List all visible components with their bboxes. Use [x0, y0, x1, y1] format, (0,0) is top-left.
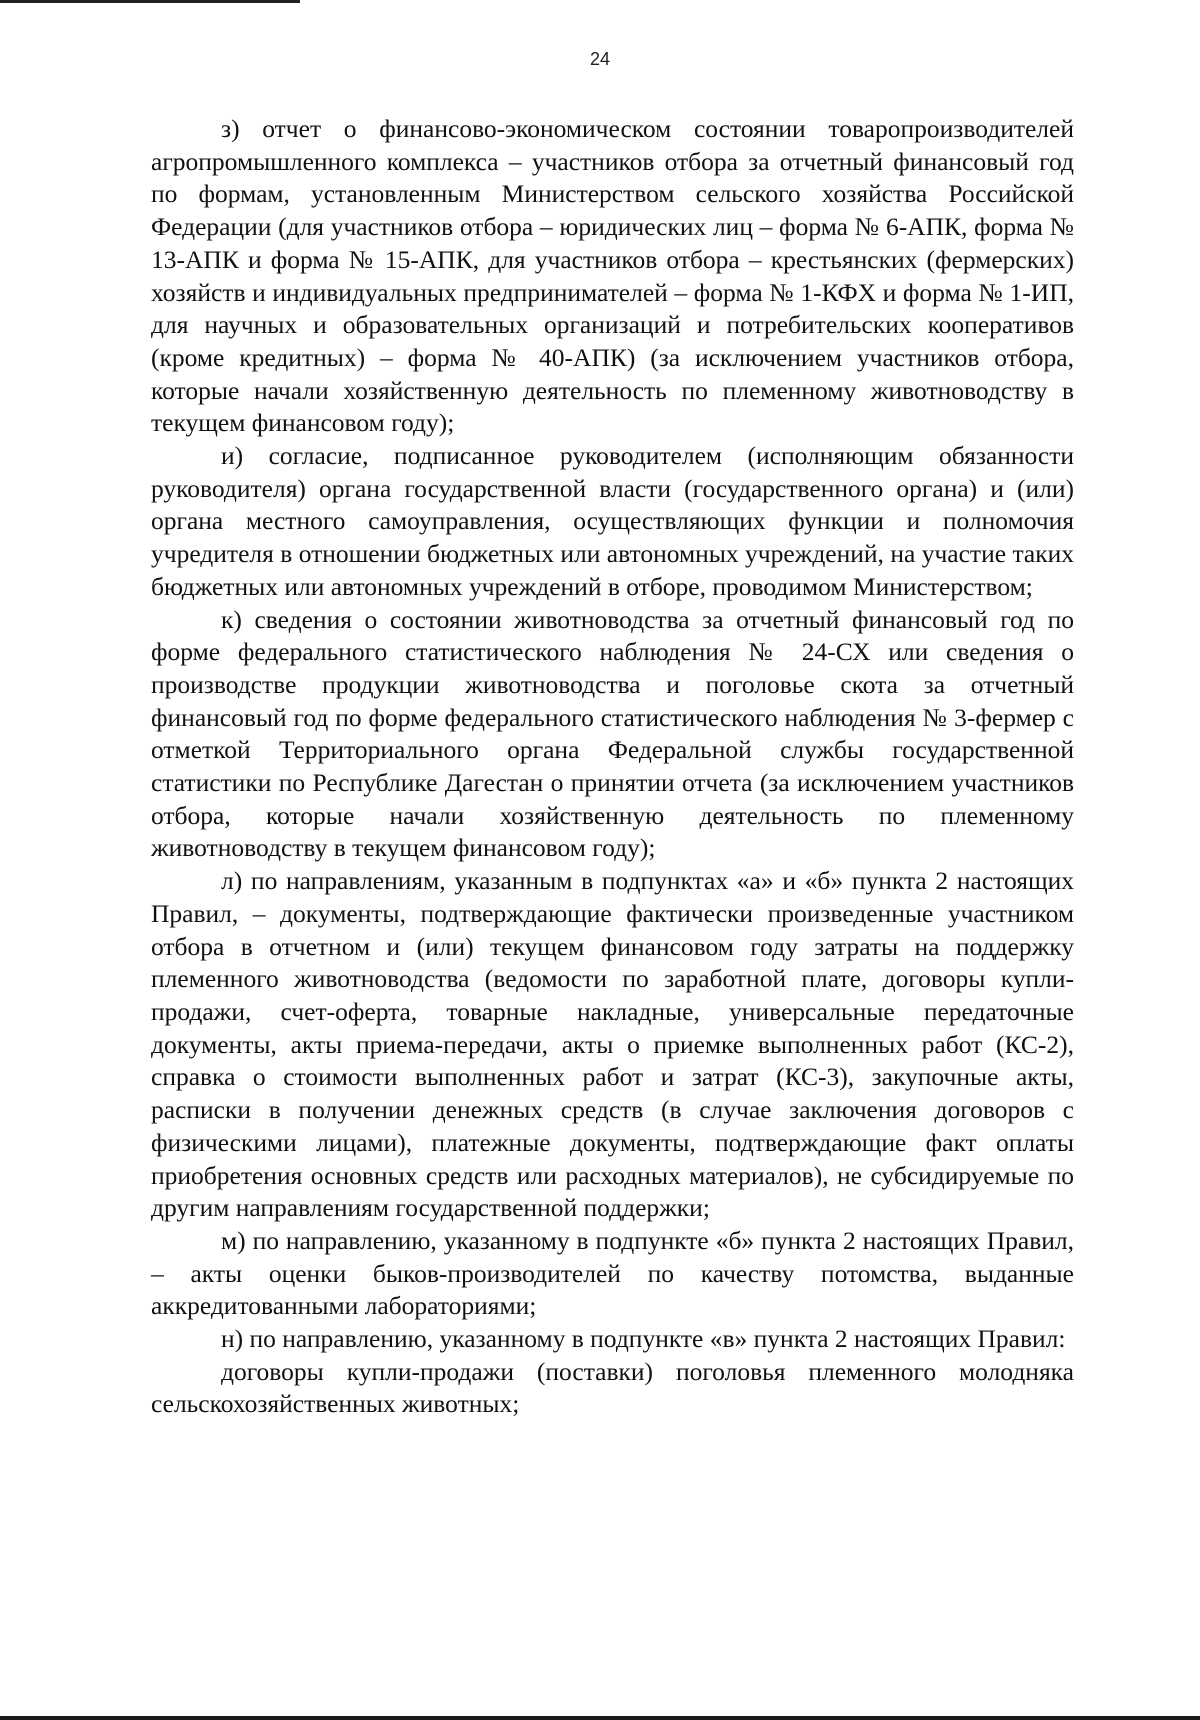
paragraph-n-contracts: договоры купли-продажи (поставки) поголовья племенного молодняка сельскохозяйственных животных; — [151, 1356, 1074, 1419]
page-number: 24 — [589, 49, 611, 69]
paragraph-l: л) по направлениям, указанным в подпунктах «а» и «б» пункта 2 настоящих Правил, – документы, подтверждающие фактически произведенные участником отбора в отчетном и (или) текущем финансовом году затраты на поддержку племенного животноводства (ведомости по заработной плате, договоры купли-продажи, счет-оферта, товарные накладные, универсальные передаточные документы, акты приема-передачи, акты о приемке выполненных работ (КС-2), справка о стоимости выполненных работ и затрат (КС-3), закупочные акты, расписки в получении денежных средств (в случае заключения договоров с физическими лицами), платежные документы, подтверждающие факт оплаты приобретения основных средств или расходных материалов), не субсидируемые по другим направлениям государственной поддержки; — [151, 866, 1074, 1223]
paragraph-n: н) по направлению, указанному в подпункте «в» пункта 2 настоящих Правил: — [221, 1324, 1066, 1354]
paragraph-m: м) по направлению, указанному в подпункте «б» пункта 2 настоящих Правил, – акты оценки быков-производителей по качеству потомства, выданные аккредитованными лабораториями; — [151, 1225, 1074, 1321]
paragraph-k: к) сведения о состоянии животноводства за отчетный финансовый год по форме федерального статистического наблюдения № 24-СХ или сведения о производстве продукции животноводства и поголовье скота за отчетный финансовый год по форме федерального статистического наблюдения № 3-фермер с отметкой Территориального органа Федеральной службы государственной статистики по Республике Дагестан о принятии отчета (за исключением участников отбора, которые начали хозяйственную деятельность по племенному животноводству в текущем финансовом году); — [151, 604, 1074, 863]
paragraph-i: и) согласие, подписанное руководителем (исполняющим обязанности руководителя) органа государственной власти (государственного органа) и (или) органа местного самоуправления, осуществляющих функции и полномочия учредителя в отношении бюджетных или автономных учреждений, на участие таких бюджетных или автономных учреждений в отборе, проводимом Министерством; — [151, 441, 1074, 601]
paragraph-z: з) отчет о финансово-экономическом состоянии товаропроизводителей агропромышленного комплекса – участников отбора за отчетный финансовый год по формам, установленным Министерством сельского хозяйства Российской Федерации (для участников отбора – юридических лиц – форма № 6-АПК, форма № 13-АПК и форма № 15-АПК, для участников отбора – крестьянских (фермерских) хозяйств и индивидуальных предпринимателей – форма № 1-КФХ и форма № 1-ИП, для научных и образовательных организаций и потребительских кооперативов (кроме кредитных) – форма № 40-АПК) (за исключением участников отбора, которые начали хозяйственную деятельность по племенному животноводству в текущем финансовом году); — [151, 114, 1074, 438]
scan-edge-bottom — [0, 1716, 1200, 1720]
document-body — [151, 113, 1074, 1421]
scan-edge-top — [0, 0, 300, 3]
